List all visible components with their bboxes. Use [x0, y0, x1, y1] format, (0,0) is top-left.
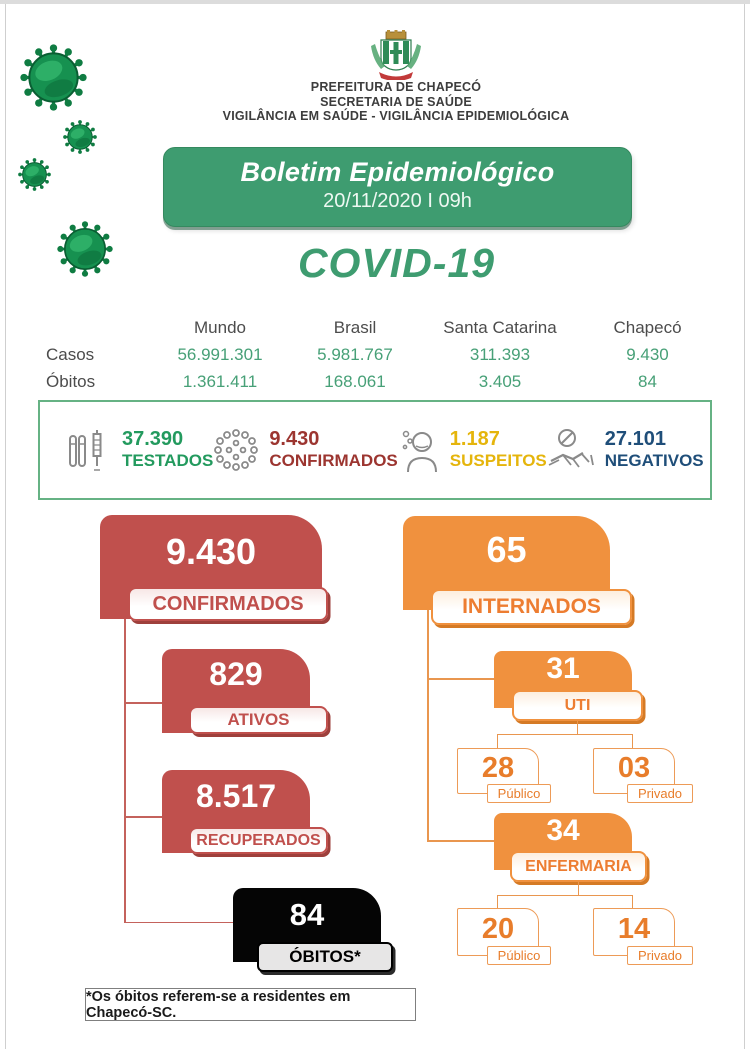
coronavirus-icon	[57, 221, 113, 277]
casos-santa-catarina: 311.393	[469, 344, 531, 364]
uti-split-line	[497, 734, 633, 735]
negativos-value: 27.101	[604, 428, 666, 450]
enfermaria-privado-value: 14	[617, 913, 651, 945]
casos-mundo: 56.991.301	[177, 344, 263, 364]
col-header-brasil: Brasil	[333, 317, 377, 337]
suspeitos-value: 1.187	[449, 428, 500, 450]
uti-right-stub	[632, 734, 633, 748]
coronavirus-icon	[18, 158, 51, 191]
regions-table	[40, 314, 712, 395]
stat-suspeitos	[398, 426, 547, 474]
page-left-edge	[5, 4, 6, 1049]
page-right-edge	[744, 4, 745, 1049]
col-header-mundo: Mundo	[194, 317, 246, 337]
casos-brasil: 5.981.767	[317, 344, 393, 364]
no-contact-icon	[547, 427, 595, 473]
covid-title: COVID-19	[297, 240, 496, 286]
ativos-box-label: ATIVOS	[189, 706, 328, 734]
internados-box-label: INTERNADOS	[431, 589, 632, 625]
obitos-brasil: 168.061	[324, 371, 386, 391]
hospital-branch-uti	[427, 678, 494, 680]
internados-box-value: 65	[486, 529, 527, 570]
org-line-prefeitura: PREFEITURA DE CHAPECÓ	[310, 80, 482, 94]
stat-testados	[66, 426, 213, 474]
confirmados-value: 9.430	[269, 428, 320, 450]
col-header-chapeco: Chapecó	[613, 317, 682, 337]
recuperados-box-value: 8.517	[195, 778, 277, 814]
hospital-branch-enfermaria	[427, 840, 494, 842]
coronavirus-icon	[63, 120, 97, 154]
confirmados-box-label: CONFIRMADOS	[128, 587, 328, 621]
uti-box-label: UTI	[512, 690, 643, 721]
virus-cluster-icon	[213, 427, 259, 473]
enfermaria-privado-label: Privado	[627, 946, 693, 965]
enfermaria-box-value: 34	[546, 814, 580, 847]
suspect-person-icon	[398, 426, 440, 474]
uti-privado-value: 03	[617, 752, 651, 784]
org-header	[90, 80, 702, 124]
coronavirus-icon	[20, 44, 87, 111]
chapeco-coat-of-arms-icon	[369, 30, 423, 80]
stat-confirmados	[213, 427, 397, 473]
obitos-chapeco: 84	[638, 371, 657, 391]
org-line-vigilancia: VIGILÂNCIA EM SAÚDE - VIGILÂNCIA EPIDEMIOLÓGICA	[222, 109, 570, 123]
test-tubes-syringe-icon	[66, 426, 112, 474]
confirmados-box-value: 9.430	[165, 531, 257, 572]
uti-down-stub	[577, 721, 578, 734]
uti-privado-label: Privado	[627, 784, 693, 803]
cases-tree-vline	[124, 619, 126, 923]
obitos-box-value: 84	[289, 897, 325, 932]
uti-publico-label: Público	[487, 784, 551, 803]
testados-label: TESTADOS	[122, 451, 214, 470]
negativos-label: NEGATIVOS	[604, 451, 704, 470]
ativos-box-value: 829	[209, 656, 263, 692]
col-header-santa-catarina: Santa Catarina	[443, 317, 557, 337]
obitos-santa-catarina: 3.405	[478, 371, 522, 391]
cases-branch-obitos	[124, 922, 234, 924]
footnote-text: *Os óbitos referem-se a residentes em Chapecó-SC.	[86, 988, 351, 1021]
row-label-obitos: Óbitos	[46, 371, 96, 391]
cases-branch-ativos	[124, 702, 163, 704]
hospital-tree-vline	[427, 609, 429, 841]
bulletin-datetime: 20/11/2020 I 09h	[323, 190, 472, 212]
enfermaria-split-line	[497, 895, 633, 896]
footnote-box	[85, 988, 416, 1021]
enfermaria-down-stub	[578, 882, 579, 895]
obitos-mundo: 1.361.411	[182, 371, 258, 391]
enfermaria-publico-label: Público	[487, 946, 551, 965]
page-top-strip	[0, 0, 750, 4]
stat-negativos	[547, 427, 704, 473]
confirmados-label: CONFIRMADOS	[269, 451, 398, 470]
enfermaria-left-stub	[497, 895, 498, 908]
enfermaria-right-stub	[632, 895, 633, 908]
bulletin-title: Boletim Epidemiológico	[240, 157, 555, 187]
suspeitos-label: SUSPEITOS	[449, 451, 547, 470]
enfermaria-publico-value: 20	[481, 913, 515, 945]
enfermaria-box-label: ENFERMARIA	[510, 851, 647, 882]
uti-left-stub	[497, 734, 498, 748]
cases-branch-recuperados	[124, 816, 163, 818]
row-label-casos: Casos	[46, 344, 95, 364]
casos-chapeco: 9.430	[626, 344, 669, 364]
uti-publico-value: 28	[481, 752, 515, 784]
bulletin-banner	[163, 147, 632, 227]
testados-value: 37.390	[122, 428, 184, 450]
testing-stats-strip	[38, 400, 712, 500]
org-line-secretaria: SECRETARIA DE SAÚDE	[320, 94, 472, 109]
uti-box-value: 31	[546, 652, 580, 685]
obitos-box-label: ÓBITOS*	[257, 942, 393, 972]
recuperados-box-label: RECUPERADOS	[189, 827, 328, 854]
